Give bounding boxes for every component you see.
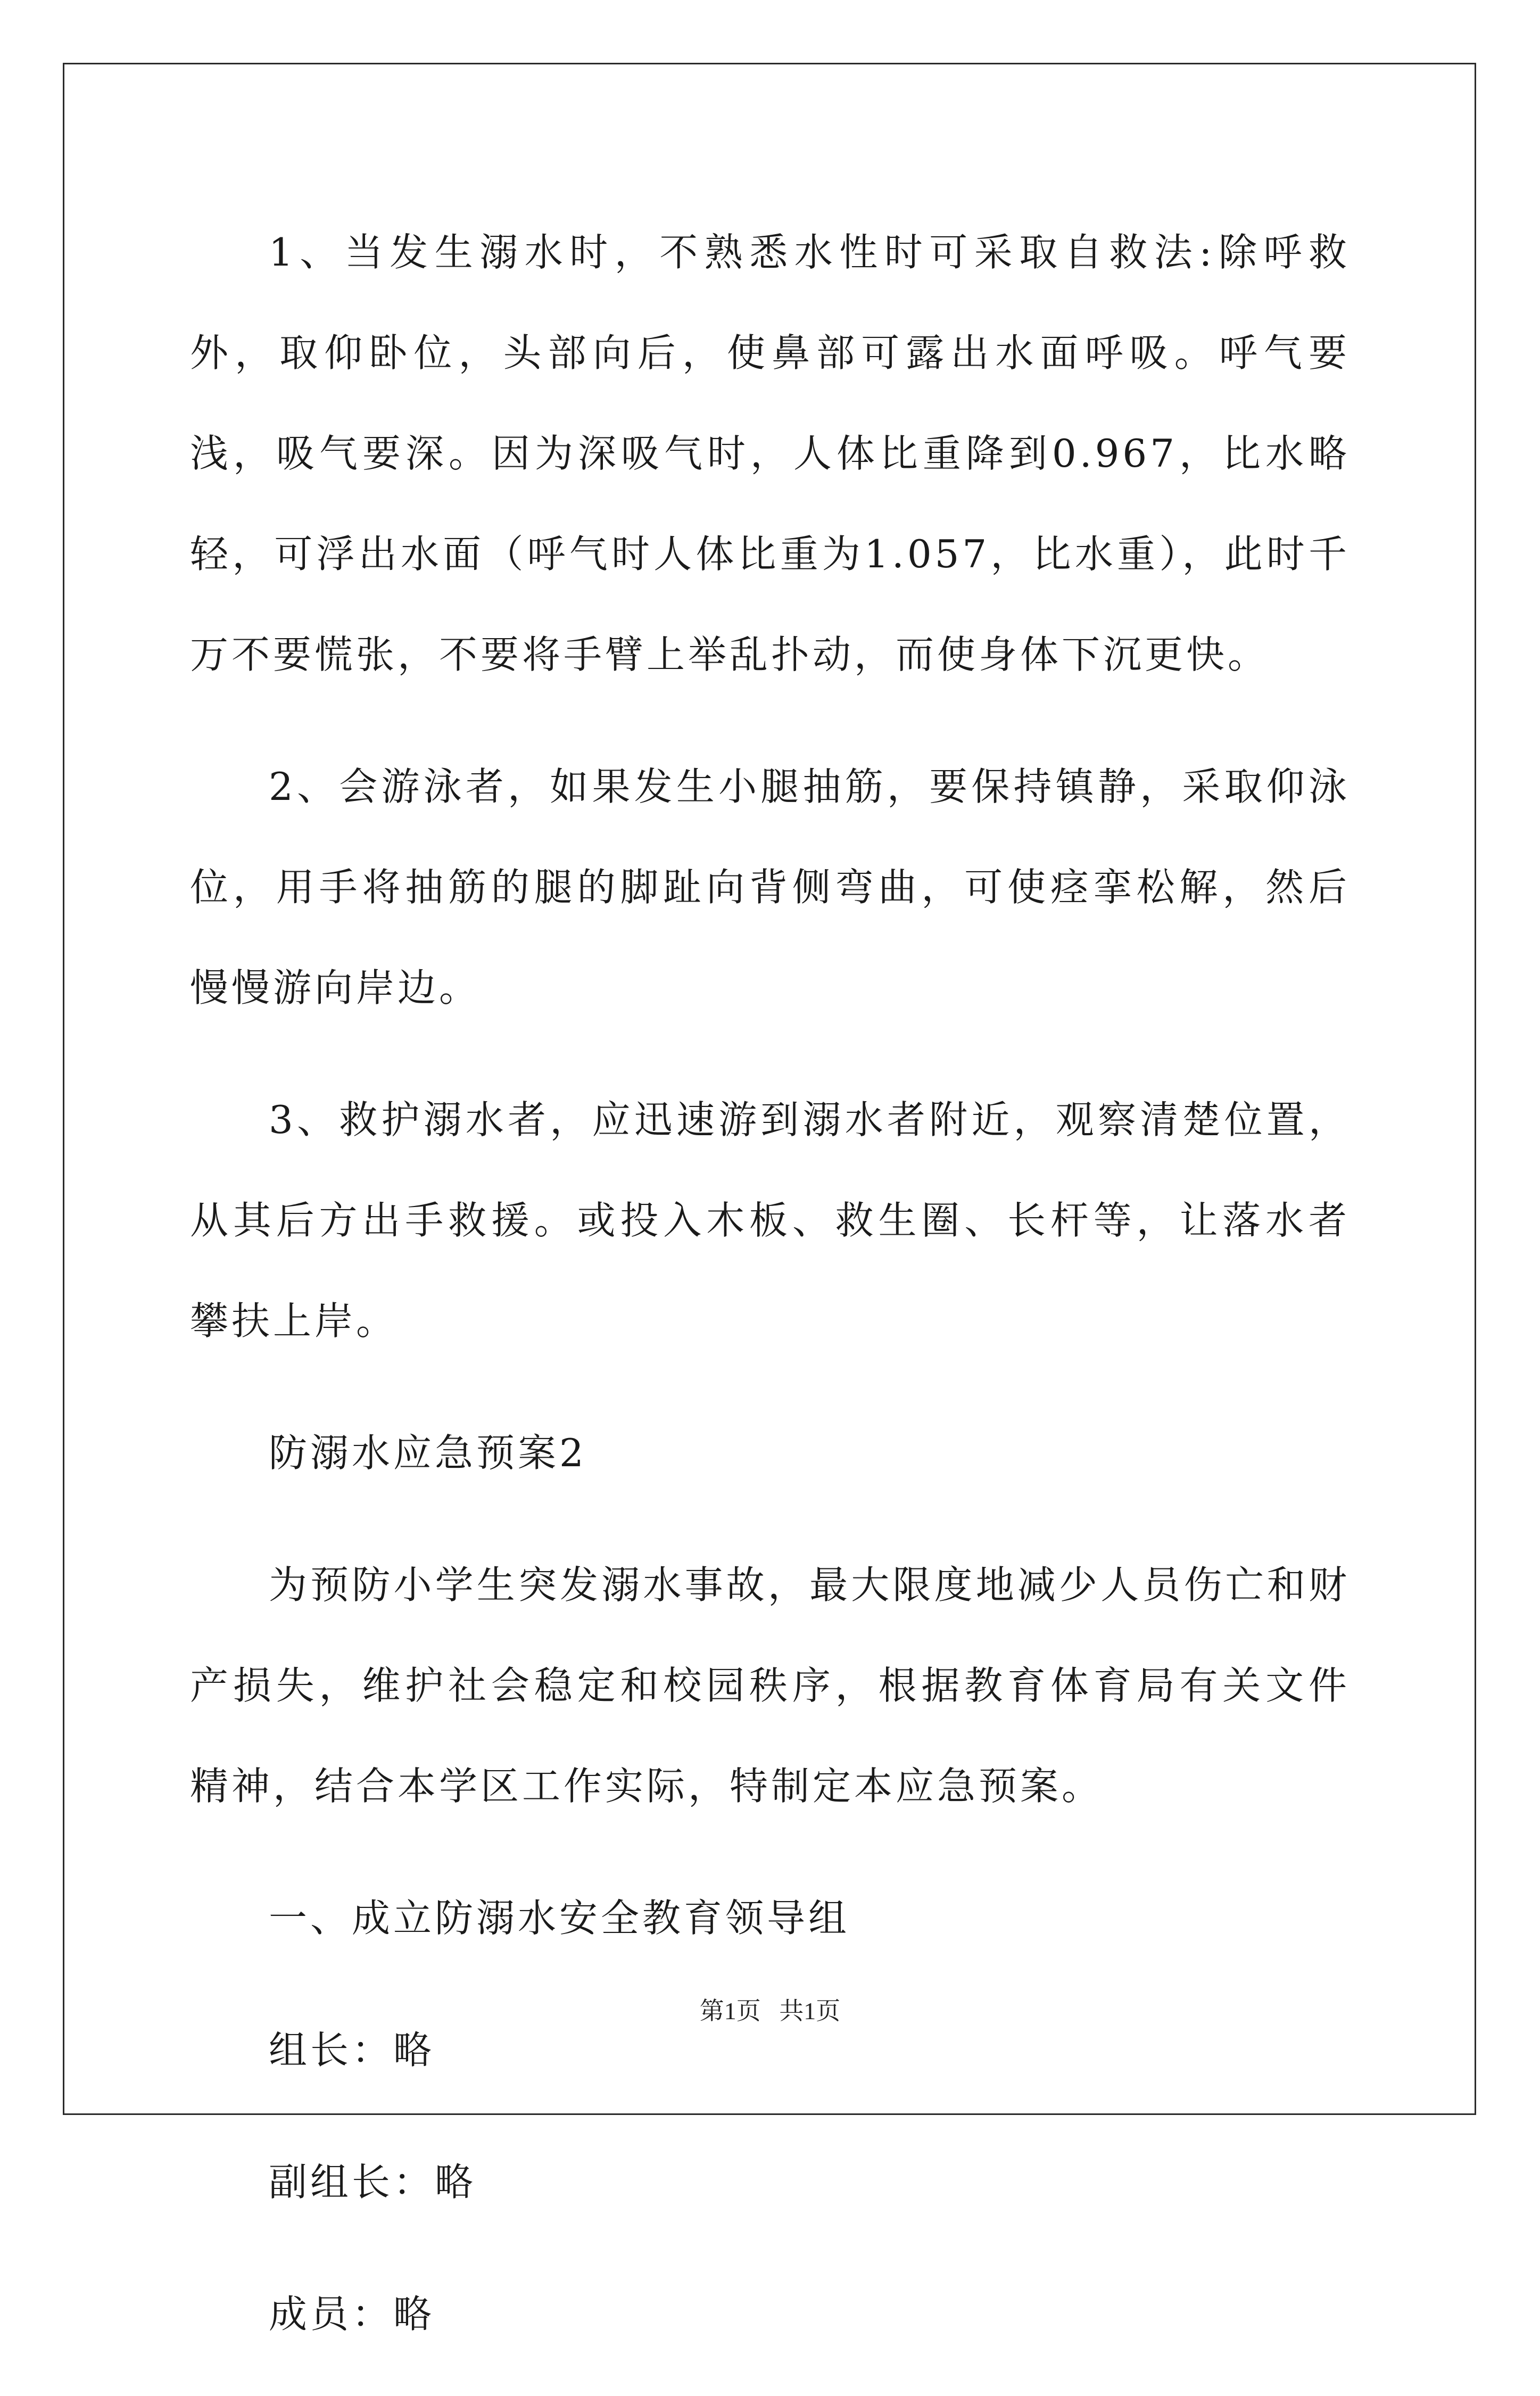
deputy-leader-line: 副组长：略 — [269, 2160, 477, 2204]
paragraph-purpose: 为预防小学生突发溺水事故，最大限度地减少人员伤亡和财产损失，维护社会稳定和校园秩序，根据教育体育局有关文件精神，结合本学区工作实际，特制定本应急预案。 — [190, 1563, 1350, 1808]
section-title: 防溺水应急预案2 — [269, 1431, 587, 1475]
section-heading-leadership: 一、成立防溺水安全教育领导组 — [269, 1896, 850, 1940]
paragraph-cramp: 2、会游泳者，如果发生小腿抽筋，要保持镇静，采取仰泳位，用手将抽筋的腿的脚趾向背侧弯曲，可使痉挛松解，然后慢慢游向岸边。 — [190, 764, 1350, 1010]
leader-line: 组长：略 — [269, 2028, 435, 2072]
document-body — [190, 202, 1350, 2396]
paragraph-rescue: 3、救护溺水者，应迅速游到溺水者附近，观察清楚位置，从其后方出手救援。或投入木板、救生圈、长杆等，让落水者攀扶上岸。 — [190, 1097, 1350, 1343]
members-line: 成员：略 — [269, 2292, 435, 2336]
page-footer: 第1页 共1页 — [699, 1997, 841, 2025]
paragraph-self-rescue: 1、当发生溺水时，不熟悉水性时可采取自救法:除呼救外，取仰卧位，头部向后，使鼻部可露出水面呼吸。呼气要浅，吸气要深。因为深吸气时，人体比重降到0.967，比水略轻，可浮出水面（呼气时人体比重为1.057，比水重），此时千万不要慌张，不要将手臂上举乱扑动，而使身体下沉更快。 — [190, 230, 1350, 677]
